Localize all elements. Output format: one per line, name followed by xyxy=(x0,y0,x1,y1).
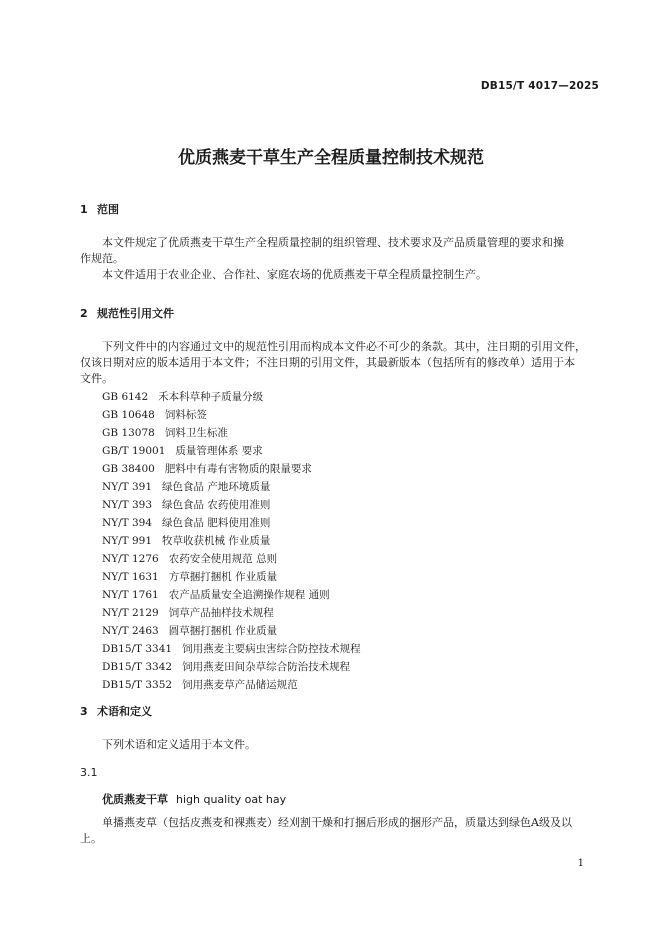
reference-item: GB/T 19001 质量管理体系 要求 xyxy=(102,445,263,457)
reference-item: NY/T 2463 圆草捆打捆机 作业质量 xyxy=(102,625,278,637)
paragraph-line: 文件。 xyxy=(80,372,113,385)
section-title: 术语和定义 xyxy=(97,705,152,718)
term-chinese: 优质燕麦干草 xyxy=(102,793,168,806)
section-heading-scope xyxy=(80,201,119,217)
reference-item: DB15/T 3342 饲用燕麦田间杂草综合防治技术规程 xyxy=(102,661,351,673)
reference-item: NY/T 2129 饲草产品抽样技术规程 xyxy=(102,607,274,619)
reference-item: GB 38400 肥料中有毒有害物质的限量要求 xyxy=(102,463,312,475)
section-heading-terms xyxy=(80,703,152,719)
clause-number: 3.1 xyxy=(80,766,98,779)
page-title: 优质燕麦干草生产全程质量控制技术规范 xyxy=(178,148,484,168)
section-number: 3 xyxy=(80,705,88,718)
section-number: 2 xyxy=(80,307,88,320)
paragraph-line: 本文件适用于农业企业、合作社、家庭农场的优质燕麦干草全程质量控制生产。 xyxy=(102,268,487,281)
section-heading-normative-references xyxy=(80,305,174,321)
reference-item: GB 13078 饲料卫生标准 xyxy=(102,427,228,439)
definition-line: 上。 xyxy=(80,832,102,845)
reference-item: NY/T 1276 农药安全使用规范 总则 xyxy=(102,553,278,565)
paragraph-line: 下列术语和定义适用于本文件。 xyxy=(102,738,256,751)
reference-item: GB 10648 饲料标签 xyxy=(102,409,207,421)
section-number: 1 xyxy=(80,203,88,216)
section-title: 规范性引用文件 xyxy=(97,307,174,320)
reference-item: NY/T 1631 方草捆打捆机 作业质量 xyxy=(102,571,278,583)
paragraph-line: 仅该日期对应的版本适用于本文件；不注日期的引用文件，其最新版本（包括所有的修改单）适用于本 xyxy=(80,356,575,369)
paragraph-line: 本文件规定了优质燕麦干草生产全程质量控制的组织管理、技术要求及产品质量管理的要求和操 xyxy=(102,236,564,249)
term-entry xyxy=(102,791,286,807)
reference-item: DB15/T 3352 饲用燕麦草产品储运规范 xyxy=(102,679,298,691)
paragraph-line: 作规范。 xyxy=(80,252,124,265)
reference-item: NY/T 393 绿色食品 农药使用准则 xyxy=(102,499,271,511)
paragraph-line: 下列文件中的内容通过文中的规范性引用而构成本文件必不可少的条款。其中，注日期的引用文件， xyxy=(102,340,586,353)
term-english: high quality oat hay xyxy=(176,793,287,806)
page-number: 1 xyxy=(577,858,584,869)
reference-item: DB15/T 3341 饲用燕麦主要病虫害综合防控技术规程 xyxy=(102,643,361,655)
reference-item: NY/T 391 绿色食品 产地环境质量 xyxy=(102,481,271,493)
reference-item: NY/T 1761 农产品质量安全追溯操作规程 通则 xyxy=(102,589,330,601)
document-id: DB15/T 4017—2025 xyxy=(480,80,599,92)
reference-item: NY/T 394 绿色食品 肥料使用准则 xyxy=(102,517,271,529)
reference-item: GB 6142 禾本科草种子质量分级 xyxy=(102,391,264,403)
definition-line: 单播燕麦草（包括皮燕麦和裸燕麦）经刈割干燥和打捆后形成的捆形产品，质量达到绿色A级及以 xyxy=(102,816,572,829)
section-title: 范围 xyxy=(97,203,119,216)
reference-item: NY/T 991 牧草收获机械 作业质量 xyxy=(102,535,271,547)
